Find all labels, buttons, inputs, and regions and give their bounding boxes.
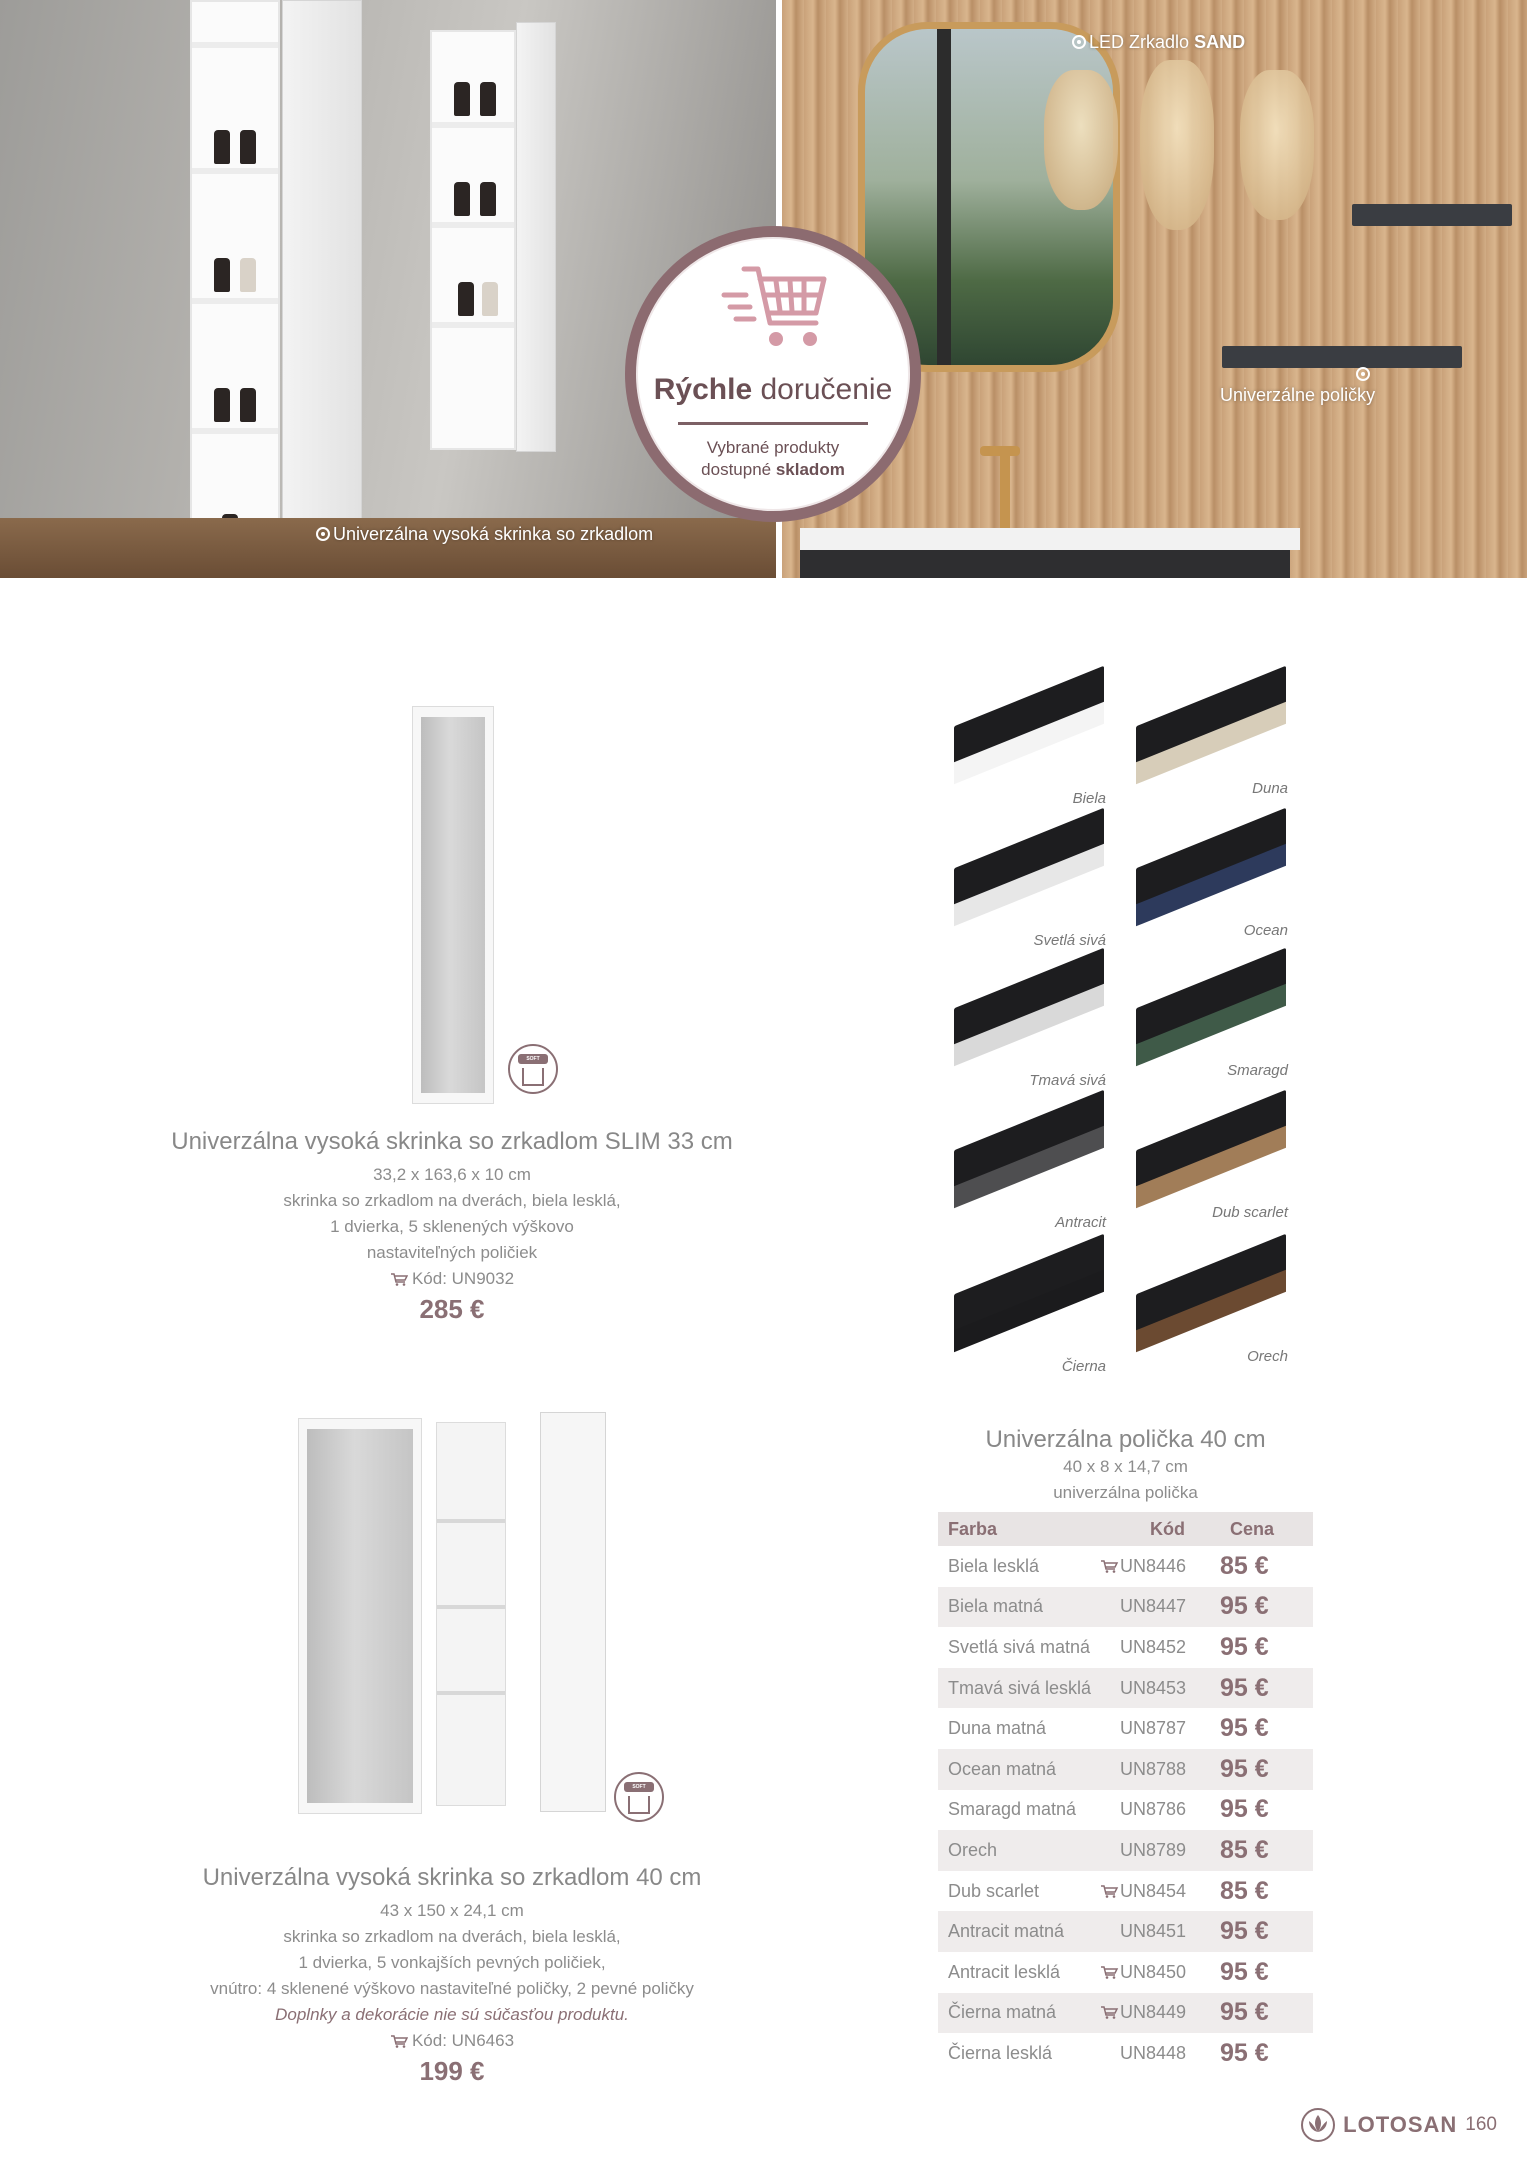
swatch-label: Dub scarlet (1212, 1204, 1288, 1221)
color-swatch (1128, 1244, 1288, 1374)
row-price: 95 € (1220, 1632, 1269, 1661)
header-price: Cena (1210, 1512, 1313, 1546)
product-image-40-cabinet-closed (298, 1418, 422, 1814)
color-swatch (946, 676, 1106, 806)
product-image-40-cabinet-open (436, 1422, 506, 1806)
row-color: Antracit lesklá (948, 1961, 1061, 1982)
row-price: 85 € (1220, 1876, 1269, 1905)
row-color: Orech (938, 1830, 1098, 1871)
faucet (1000, 446, 1010, 532)
soft-close-icon: SOFT CLOSE (508, 1044, 558, 1094)
table-row (938, 1871, 1313, 1912)
swatch-label: Smaragd (1227, 1062, 1288, 1079)
shelf-product-header (938, 1426, 1313, 1506)
badge-subtitle: Vybrané produkty dostupné skladom (701, 438, 845, 479)
row-code: UN8447 (1098, 1587, 1210, 1628)
row-color: Svetlá sivá matná (948, 1636, 1091, 1657)
table-row (938, 1668, 1313, 1709)
row-price: 95 € (1210, 1749, 1313, 1790)
pendant-lamp (1140, 60, 1214, 230)
row-code: UN8450 (1098, 1952, 1210, 1993)
row-price: 85 € (1220, 1551, 1269, 1580)
row-color: Dub scarlet (948, 1880, 1040, 1901)
row-price: 95 € (1220, 2038, 1269, 2067)
table-row (938, 1627, 1313, 1668)
product-40-info: Univerzálna vysoká skrinka so zrkadlom 40 cm 43 x 150 x 24,1 cm skrinka so zrkadlom na dverách, biela lesklá, 1 dvierka, 5 vonkajších pevných poličiek, vnútro: 4 sklenené výškovo nastaviteľné poličky, 2 pevné poličky Doplnky a dekorácie nie sú súčasťou produktu. Kód: UN6463 199 € (152, 1864, 752, 2087)
swatch-label: Ocean (1243, 922, 1288, 939)
table-row (938, 1749, 1313, 1790)
caption-cabinet: Univerzálna vysoká skrinka so zrkadlom (316, 524, 653, 545)
color-swatch (946, 958, 1106, 1088)
price-table (938, 1512, 1313, 2074)
row-color: Čierna matná (938, 1993, 1098, 2034)
row-price: 95 € (1210, 1587, 1313, 1628)
row-color: Antracit matná (938, 1911, 1098, 1952)
row-color: Duna matná (948, 1718, 1047, 1739)
stock-cart-icon (1098, 2005, 1120, 2019)
shelf-dimensions: 40 x 8 x 14,7 cm (1063, 1457, 1188, 1476)
table-row (938, 1790, 1313, 1831)
color-swatch (1128, 676, 1288, 806)
row-color: Biela matná (938, 1587, 1098, 1628)
bullet-icon (1356, 367, 1370, 381)
stock-cart-icon (390, 2034, 408, 2048)
product-code: Kód: UN6463 (152, 2028, 752, 2054)
swatch-label: Antracit (1055, 1214, 1106, 1231)
table-row (938, 2033, 1313, 2074)
page-number: 160 (1465, 2114, 1497, 2135)
table-header-row (938, 1512, 1313, 1546)
bullet-icon (1072, 35, 1086, 49)
shelf-subtitle: univerzálna polička (1053, 1483, 1198, 1502)
swatch-label: Tmavá sivá (1029, 1072, 1106, 1089)
brand-name: LOTOSAN (1343, 2112, 1458, 2137)
swatch-label: Duna (1252, 780, 1288, 797)
row-code: UN8453 (1098, 1668, 1210, 1709)
product-title: Univerzálna vysoká skrinka so zrkadlom 40 cm (202, 1864, 702, 1891)
row-color: Čierna lesklá (948, 2042, 1053, 2063)
product-note: Doplnky a dekorácie nie sú súčasťou produktu. (275, 2005, 629, 2024)
product-title: Univerzálna vysoká skrinka so zrkadlom SLIM 33 cm (171, 1128, 733, 1155)
row-price: 85 € (1210, 1830, 1313, 1871)
row-price: 95 € (1210, 1993, 1313, 2034)
row-price: 95 € (1220, 1714, 1269, 1743)
row-price: 95 € (1210, 1911, 1313, 1952)
bullet-icon (316, 527, 330, 541)
swatch-label: Biela (1072, 790, 1106, 807)
row-code: UN8454 (1098, 1871, 1210, 1912)
row-price: 95 € (1220, 1957, 1269, 1986)
product-price: 285 € (419, 1294, 485, 1324)
fast-delivery-badge (625, 226, 921, 522)
shelf-title: Univerzálna polička 40 cm (985, 1426, 1266, 1453)
stock-cart-icon (1098, 1559, 1120, 1573)
row-code: UN8789 (1098, 1830, 1210, 1871)
open-door (540, 1412, 606, 1812)
shopping-cart-icon (720, 259, 830, 355)
color-swatch (1128, 818, 1288, 948)
product-dimensions: 33,2 x 163,6 x 10 cm (373, 1165, 531, 1184)
table-row (938, 1993, 1313, 2034)
wall-shelf (1352, 204, 1512, 226)
table-row (938, 1911, 1313, 1952)
row-price: 95 € (1220, 1795, 1269, 1824)
soft-close-icon: SOFT CLOSE (614, 1772, 664, 1822)
caption-shelves: Univerzálne poličky (1220, 364, 1375, 406)
page-footer (1301, 2108, 1497, 2142)
row-code: UN8446 (1098, 1546, 1210, 1587)
color-swatch (946, 1100, 1106, 1230)
badge-title: Rýchle doručenie (653, 373, 893, 406)
row-price: 95 € (1210, 1668, 1313, 1709)
sink (800, 528, 1300, 550)
stock-cart-icon (1098, 1965, 1120, 1979)
lotus-logo-icon (1301, 2108, 1335, 2142)
row-color: Tmavá sivá lesklá (938, 1668, 1098, 1709)
swatch-label: Čierna (1061, 1358, 1106, 1375)
product-code: Kód: UN9032 (152, 1266, 752, 1292)
product-dimensions: 43 x 150 x 24,1 cm (380, 1901, 524, 1920)
product-price: 199 € (419, 2056, 485, 2086)
mirror-door (282, 0, 362, 560)
swatch-label: Svetlá sivá (1033, 932, 1106, 949)
row-code: UN8452 (1120, 1636, 1187, 1657)
row-code: UN8786 (1120, 1799, 1187, 1820)
color-swatch (946, 818, 1106, 948)
table-row (938, 1708, 1313, 1749)
stock-cart-icon (1098, 1884, 1120, 1898)
open-shelf-unit (190, 0, 280, 560)
swatch-label: Orech (1247, 1348, 1288, 1365)
color-swatch (1128, 1100, 1288, 1230)
pendant-lamp (1240, 70, 1314, 220)
table-row (938, 1546, 1313, 1587)
open-mirror-cabinet (430, 30, 516, 450)
product-slim-info: Univerzálna vysoká skrinka so zrkadlom SLIM 33 cm 33,2 x 163,6 x 10 cm skrinka so zrkadlom na dverách, biela lesklá, 1 dvierka, 5 sklenených výškovo nastaviteľných poličiek Kód: UN9032 285 € (152, 1128, 752, 1325)
header-color: Farba (938, 1512, 1098, 1546)
row-color: Ocean matná (938, 1749, 1098, 1790)
stock-cart-icon (390, 1272, 408, 1286)
row-color: Biela lesklá (948, 1555, 1040, 1576)
color-swatch (1128, 958, 1288, 1088)
row-code: UN8449 (1098, 1993, 1210, 2034)
hero-banner (0, 0, 1527, 578)
open-cabinet-door (516, 22, 556, 452)
header-code: Kód (1098, 1512, 1210, 1546)
table-row (938, 1952, 1313, 1993)
row-code: UN8451 (1098, 1911, 1210, 1952)
pendant-lamp (1044, 70, 1118, 210)
caption-mirror: LED Zrkadlo SAND (1072, 32, 1245, 53)
row-code: UN8787 (1120, 1718, 1187, 1739)
row-code: UN8448 (1120, 2042, 1187, 2063)
color-swatch (946, 1244, 1106, 1374)
table-row (938, 1830, 1313, 1871)
row-code: UN8788 (1098, 1749, 1210, 1790)
vanity-base (800, 550, 1290, 578)
table-row (938, 1587, 1313, 1628)
row-color: Smaragd matná (948, 1799, 1077, 1820)
product-image-slim-cabinet (412, 706, 494, 1104)
